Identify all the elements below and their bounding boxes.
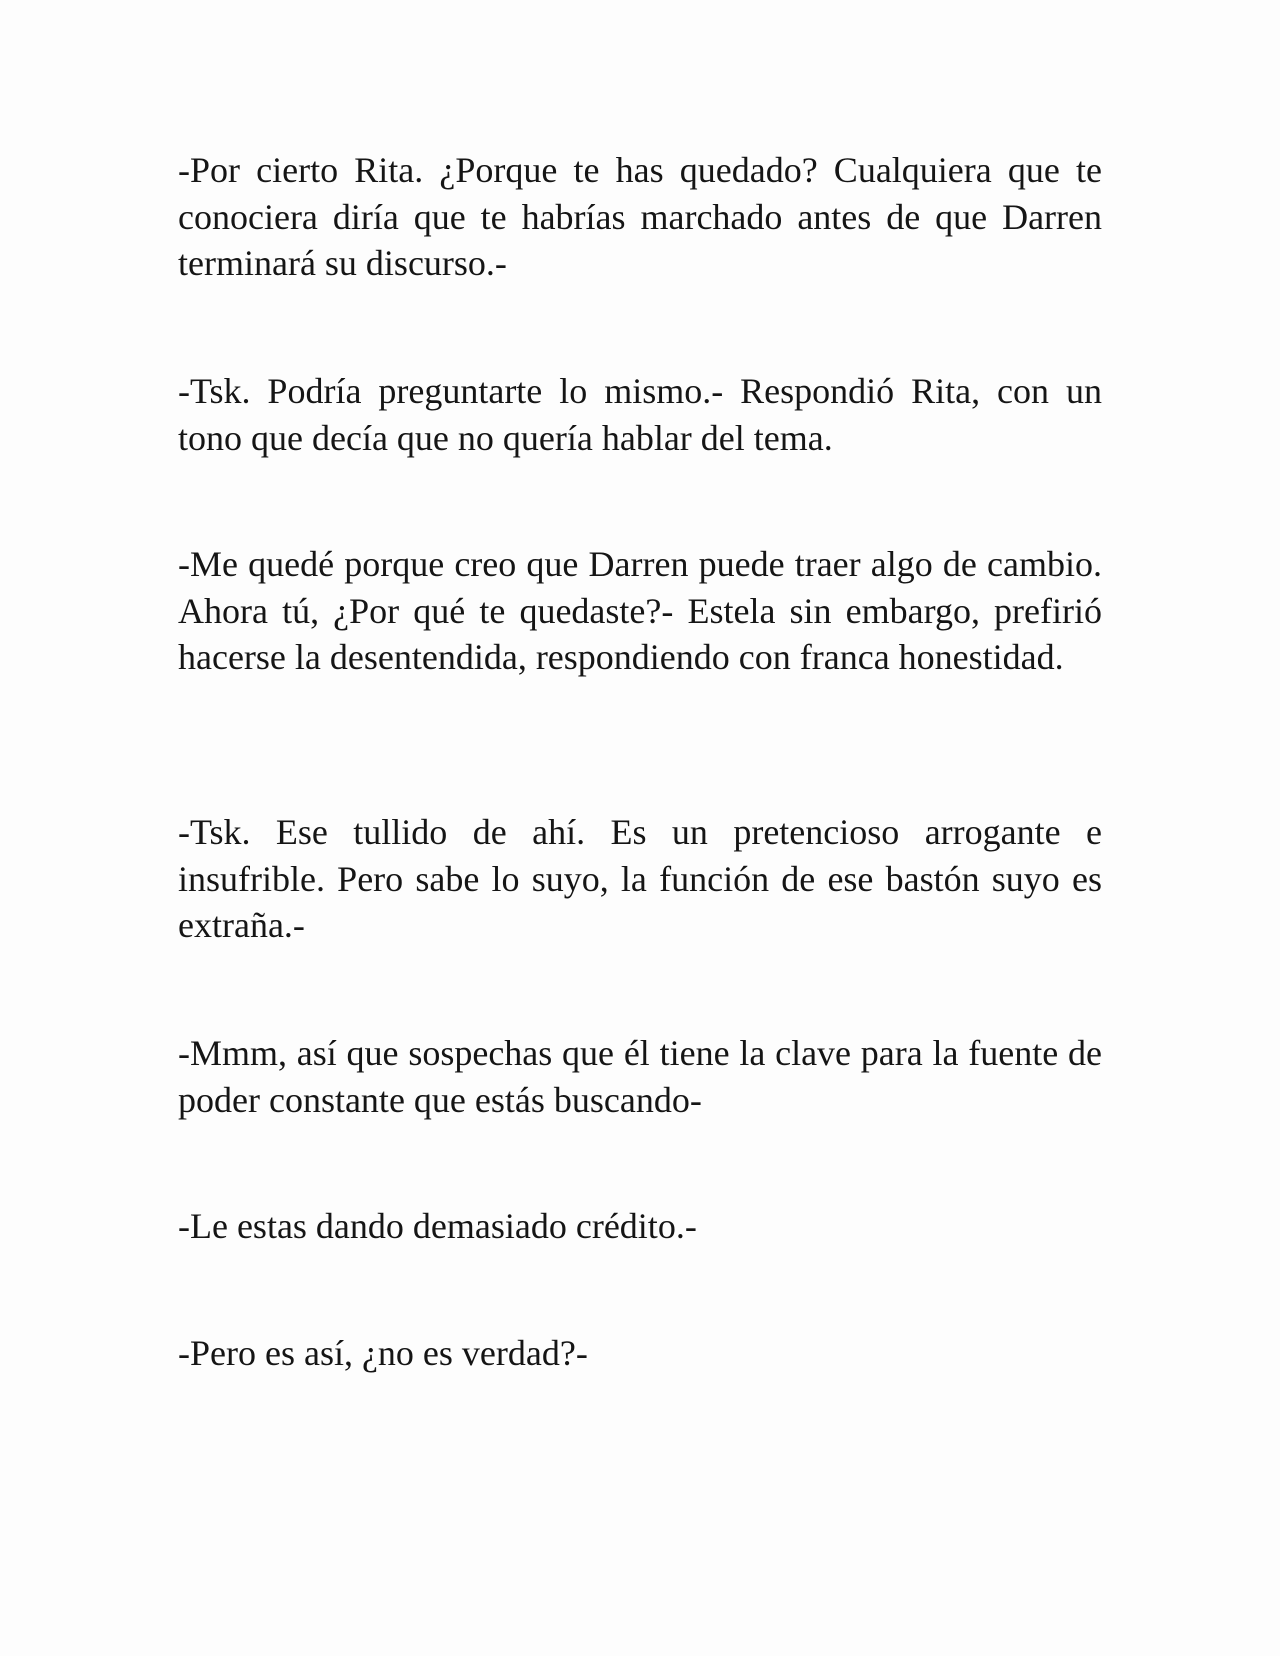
paragraph-4: -Tsk. Ese tullido de ahí. Es un pretencioso arrogante e insufrible. Pero sabe lo suyo, la función de ese bastón suyo es extraña.- xyxy=(178,812,1102,945)
paragraph-3: -Me quedé porque creo que Darren puede traer algo de cambio. Ahora tú, ¿Por qué te quedaste?- Estela sin embargo, prefirió hacerse la desentendida, respondiendo con franca honestidad. xyxy=(178,544,1102,677)
paragraph-1: -Por cierto Rita. ¿Porque te has quedado? Cualquiera que te conociera diría que te habrías marchado antes de que Darren terminará su discurso.- xyxy=(178,150,1102,283)
paragraph-2: -Tsk. Podría preguntarte lo mismo.- Respondió Rita, con un tono que decía que no quería hablar del tema. xyxy=(178,371,1102,458)
paragraph-7: -Pero es así, ¿no es verdad?- xyxy=(178,1333,588,1373)
paragraph-5: -Mmm, así que sospechas que él tiene la clave para la fuente de poder constante que estás buscando- xyxy=(178,1033,1102,1120)
paragraph-6: -Le estas dando demasiado crédito.- xyxy=(178,1206,697,1246)
